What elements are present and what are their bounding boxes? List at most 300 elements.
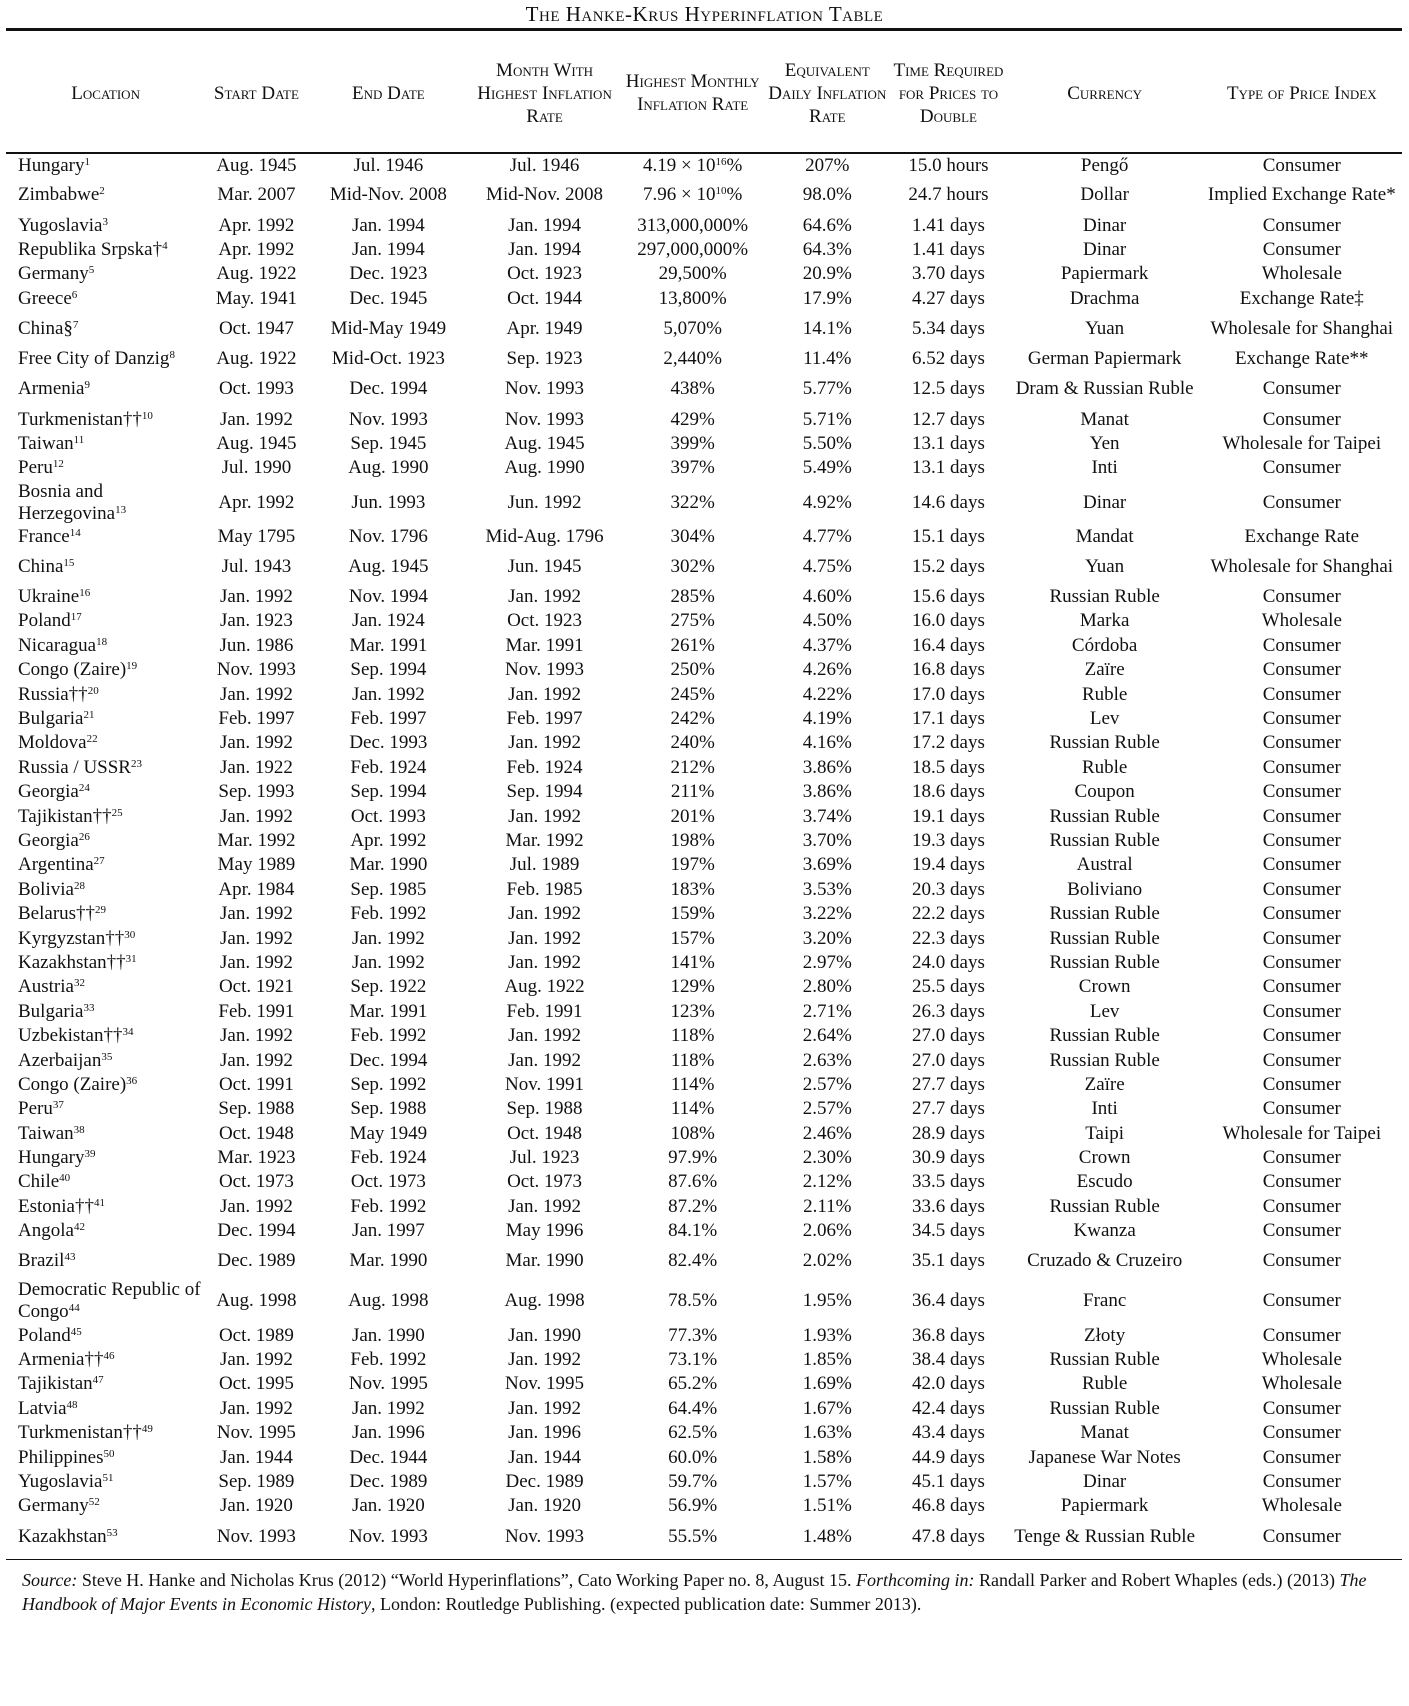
currency-cell <box>1008 213 1202 237</box>
location-name: Tajikistan†† <box>18 805 112 827</box>
peak-month-cell <box>469 1243 620 1279</box>
doubling-time-cell <box>889 1097 1007 1121</box>
start-date-cell <box>205 347 307 371</box>
start-date-cell-text: Jan. 1992 <box>220 586 293 608</box>
peak-month-cell-text: Jan. 1990 <box>508 1324 581 1346</box>
footnote-marker: 11 <box>73 433 85 446</box>
table-row <box>6 1146 1402 1170</box>
location-cell <box>6 1519 205 1555</box>
end-date-cell <box>308 1397 470 1421</box>
footnote-marker: 31 <box>125 952 137 965</box>
price-index-cell-text: Consumer <box>1262 927 1341 949</box>
currency-cell <box>1008 153 1202 177</box>
currency-cell <box>1008 682 1202 706</box>
daily-rate-cell-text: 98.0% <box>802 184 852 206</box>
monthly-rate-cell-text: 29,500% <box>658 263 727 285</box>
location-name: Yugoslavia <box>18 1470 103 1492</box>
currency-cell-text: Kwanza <box>1073 1220 1136 1242</box>
currency-cell-text: Japanese War Notes <box>1028 1446 1181 1468</box>
start-date-cell-text: Oct. 1993 <box>218 378 294 400</box>
price-index-cell <box>1202 262 1402 286</box>
daily-rate-cell-text: 11.4% <box>803 348 852 370</box>
location-cell <box>6 926 205 950</box>
start-date-cell-text: Jul. 1990 <box>221 457 292 479</box>
monthly-rate-cell-text: 87.2% <box>668 1195 718 1217</box>
doubling-time-cell-text: 46.8 days <box>912 1495 985 1517</box>
end-date-cell-text: Feb. 1992 <box>350 1195 427 1217</box>
price-index-cell <box>1202 829 1402 853</box>
table-row <box>6 731 1402 755</box>
currency-cell <box>1008 902 1202 926</box>
peak-month-cell-text: Aug. 1990 <box>504 457 585 479</box>
location-cell <box>6 1397 205 1421</box>
price-index-cell <box>1202 407 1402 431</box>
currency-cell-text: Manat <box>1080 408 1129 430</box>
table-row <box>6 1470 1402 1494</box>
percent-suffix: % <box>726 155 743 177</box>
price-index-cell <box>1202 1000 1402 1024</box>
start-date-cell-text: Oct. 1973 <box>218 1171 294 1193</box>
daily-rate-cell-text: 5.49% <box>802 457 852 479</box>
end-date-cell <box>308 1195 470 1219</box>
start-date-cell-text: Mar. 2007 <box>217 184 296 206</box>
location-cell <box>6 371 205 407</box>
peak-month-cell-text: Jan. 1920 <box>508 1495 581 1517</box>
daily-rate-cell-text: 1.69% <box>802 1373 852 1395</box>
end-date-cell-text: Feb. 1997 <box>350 708 427 730</box>
end-date-cell <box>308 878 470 902</box>
peak-month-cell <box>469 658 620 682</box>
daily-rate-cell-text: 3.22% <box>802 903 852 925</box>
end-date-cell-text: Jan. 1992 <box>351 951 425 973</box>
doubling-time-cell-text: 22.3 days <box>912 927 985 949</box>
footnote-marker: 5 <box>88 264 95 277</box>
daily-rate-cell-text: 4.77% <box>802 525 852 547</box>
end-date-cell <box>308 525 470 549</box>
price-index-cell <box>1202 1048 1402 1072</box>
monthly-rate-cell <box>620 525 765 549</box>
start-date-cell <box>205 1097 307 1121</box>
table-row <box>6 1170 1402 1194</box>
end-date-cell-text: Dec. 1989 <box>349 1470 428 1492</box>
peak-month-cell <box>469 407 620 431</box>
monthly-rate-cell <box>620 1494 765 1518</box>
start-date-cell-text: Jan. 1992 <box>220 408 293 430</box>
currency-cell <box>1008 1122 1202 1146</box>
daily-rate-cell-text: 2.30% <box>802 1147 852 1169</box>
price-index-cell <box>1202 525 1402 549</box>
currency-cell-text: Russian Ruble <box>1049 586 1160 608</box>
location-name: Tajikistan <box>18 1373 93 1395</box>
daily-rate-cell-text: 1.95% <box>802 1290 852 1312</box>
header-row <box>6 34 1402 153</box>
source-forthcoming: Forthcoming in: <box>855 1570 975 1590</box>
price-index-cell <box>1202 1146 1402 1170</box>
start-date-cell-text: Jan. 1992 <box>220 951 293 973</box>
end-date-cell-text: Oct. 1993 <box>350 805 426 827</box>
daily-rate-cell-text: 1.48% <box>802 1525 852 1547</box>
doubling-time-cell-text: 24.0 days <box>912 951 985 973</box>
end-date-cell <box>308 951 470 975</box>
monthly-rate-cell <box>620 707 765 731</box>
currency-cell-text: Dinar <box>1083 214 1127 236</box>
peak-month-cell-text: Oct. 1923 <box>507 263 583 285</box>
start-date-cell <box>205 1243 307 1279</box>
daily-rate-cell-text: 2.12% <box>802 1171 852 1193</box>
location-name: Democratic Republic of Congo <box>18 1279 201 1323</box>
col-header-daily-rate: Equivalent Daily Inflation Rate <box>765 34 889 153</box>
doubling-time-cell-text: 15.2 days <box>912 555 985 577</box>
start-date-cell <box>205 525 307 549</box>
price-index-cell-text: Consumer <box>1262 903 1341 925</box>
end-date-cell <box>308 1470 470 1494</box>
start-date-cell <box>205 1122 307 1146</box>
monthly-rate-cell-text: 77.3% <box>668 1324 718 1346</box>
peak-month-cell <box>469 481 620 525</box>
location-cell <box>6 609 205 633</box>
daily-rate-cell-text: 3.20% <box>802 927 852 949</box>
table-title: The Hanke-Krus Hyperinflation Table <box>525 2 884 26</box>
start-date-cell <box>205 756 307 780</box>
col-header-location: Location <box>6 34 205 153</box>
currency-cell-text: Dollar <box>1080 184 1129 206</box>
price-index-cell-text: Consumer <box>1262 586 1341 608</box>
peak-month-cell <box>469 682 620 706</box>
end-date-cell <box>308 1279 470 1323</box>
end-date-cell-text: Jan. 1997 <box>351 1220 425 1242</box>
footnote-marker: 39 <box>84 1148 96 1161</box>
end-date-cell-text: Sep. 1922 <box>350 976 427 998</box>
start-date-cell-text: Jan. 1922 <box>220 756 293 778</box>
location-name: Belarus†† <box>18 903 96 925</box>
location-name: Peru <box>18 457 53 479</box>
currency-cell <box>1008 756 1202 780</box>
daily-rate-cell-text: 4.16% <box>802 732 852 754</box>
price-index-cell-text: Consumer <box>1262 1195 1341 1217</box>
price-index-cell-text: Consumer <box>1262 378 1341 400</box>
source-text-3: , London: Routledge Publishing. (expected publication date: Summer 2013). <box>370 1594 922 1614</box>
table-row <box>6 926 1402 950</box>
table-row <box>6 902 1402 926</box>
price-index-cell-text: Consumer <box>1262 1525 1341 1547</box>
location-name: Zimbabwe <box>18 184 100 206</box>
end-date-cell <box>308 1372 470 1396</box>
daily-rate-cell-text: 2.71% <box>802 1000 852 1022</box>
doubling-time-cell <box>889 481 1007 525</box>
location-name: Taiwan <box>18 1122 74 1144</box>
monthly-rate-cell <box>620 287 765 311</box>
price-index-cell <box>1202 1097 1402 1121</box>
peak-month-cell <box>469 549 620 585</box>
location-cell <box>6 731 205 755</box>
peak-month-cell-text: Jul. 1946 <box>509 155 580 177</box>
doubling-time-cell <box>889 287 1007 311</box>
source-book-title: The Handbook of Major Events in Economic History <box>22 1570 1367 1614</box>
table-row <box>6 658 1402 682</box>
peak-month-cell-text: Jan. 1992 <box>508 903 581 925</box>
monthly-rate-cell-text: 302% <box>670 555 715 577</box>
peak-month-cell-text: Oct. 1948 <box>507 1122 583 1144</box>
doubling-time-cell <box>889 1421 1007 1445</box>
price-index-cell-text: Consumer <box>1262 1250 1341 1272</box>
footnote-marker: 25 <box>111 806 123 819</box>
monthly-rate-cell-text: 198% <box>670 830 715 851</box>
monthly-rate-cell-text: 250% <box>670 659 715 681</box>
monthly-rate-cell-text: 399% <box>670 432 715 454</box>
currency-cell-text: German Papiermark <box>1027 348 1182 370</box>
table-row <box>6 1122 1402 1146</box>
currency-cell <box>1008 780 1202 804</box>
doubling-time-cell-text: 1.41 days <box>912 238 985 260</box>
table-row <box>6 1494 1402 1518</box>
monthly-rate-cell-text: 313,000,000% <box>637 214 749 236</box>
footnote-marker: 6 <box>71 288 78 301</box>
doubling-time-cell-text: 42.4 days <box>912 1397 985 1419</box>
price-index-cell <box>1202 926 1402 950</box>
start-date-cell <box>205 456 307 480</box>
daily-rate-cell <box>765 1073 889 1097</box>
monthly-rate-cell <box>620 177 765 213</box>
price-index-cell <box>1202 707 1402 731</box>
monthly-rate-cell <box>620 609 765 633</box>
monthly-rate-cell-text: 201% <box>670 805 715 827</box>
daily-rate-cell <box>765 262 889 286</box>
peak-month-cell-text: Jan. 1992 <box>508 805 581 827</box>
monthly-rate-cell-text: 261% <box>670 634 715 656</box>
footnote-marker: 32 <box>73 977 85 990</box>
daily-rate-cell-text: 2.02% <box>802 1250 852 1272</box>
peak-month-cell <box>469 975 620 999</box>
price-index-cell <box>1202 153 1402 177</box>
start-date-cell <box>205 1170 307 1194</box>
start-date-cell-text: Oct. 1948 <box>218 1122 294 1144</box>
start-date-cell-text: Jun. 1986 <box>219 634 294 656</box>
start-date-cell-text: Jan. 1992 <box>220 927 293 949</box>
location-cell <box>6 1122 205 1146</box>
footnote-marker: 38 <box>73 1123 85 1136</box>
monthly-rate-cell <box>620 153 765 177</box>
monthly-rate-cell-text: 78.5% <box>668 1290 718 1312</box>
footnote-marker: 43 <box>64 1251 76 1264</box>
price-index-cell <box>1202 1494 1402 1518</box>
currency-cell <box>1008 634 1202 658</box>
start-date-cell-text: Jan. 1992 <box>220 1049 293 1071</box>
peak-month-cell-text: Aug. 1922 <box>504 976 585 998</box>
end-date-cell <box>308 853 470 877</box>
monthly-rate-cell <box>620 213 765 237</box>
peak-month-cell-text: Jan. 1994 <box>508 238 581 260</box>
currency-cell-text: Austral <box>1076 854 1133 876</box>
col-header-start-date: Start Date <box>205 34 307 153</box>
price-index-cell <box>1202 481 1402 525</box>
table-row <box>6 1421 1402 1445</box>
currency-cell-text: Pengő <box>1080 155 1129 177</box>
col-header-doubling-time: Time Required for Prices to Double <box>889 34 1007 153</box>
table-row <box>6 432 1402 456</box>
table-row <box>6 1219 1402 1243</box>
daily-rate-cell <box>765 549 889 585</box>
currency-cell-text: Escudo <box>1076 1171 1133 1193</box>
daily-rate-cell-text: 2.80% <box>802 976 852 998</box>
start-date-cell-text: Jan. 1992 <box>220 903 293 925</box>
peak-month-cell <box>469 878 620 902</box>
footnote-marker: 19 <box>126 660 138 673</box>
price-index-cell <box>1202 1219 1402 1243</box>
end-date-cell <box>308 1445 470 1469</box>
start-date-cell-text: Mar. 1923 <box>217 1147 296 1169</box>
location-cell <box>6 682 205 706</box>
currency-cell-text: Zaïre <box>1084 1073 1125 1095</box>
location-cell <box>6 407 205 431</box>
table-row <box>6 1279 1402 1323</box>
location-cell <box>6 902 205 926</box>
footnote-marker: 16 <box>79 587 91 600</box>
daily-rate-cell-text: 1.58% <box>802 1446 852 1468</box>
location-name: Azerbaijan <box>18 1049 102 1071</box>
location-cell <box>6 1219 205 1243</box>
footnote-marker: 30 <box>124 928 136 941</box>
col-header-price-index: Type of Price Index <box>1202 34 1402 153</box>
currency-cell-text: Lev <box>1089 708 1120 730</box>
location-name: Austria <box>18 976 74 998</box>
doubling-time-cell-text: 19.3 days <box>912 830 985 851</box>
peak-month-cell-text: Sep. 1988 <box>506 1098 583 1120</box>
peak-month-cell <box>469 1397 620 1421</box>
doubling-time-cell-text: 13.1 days <box>912 457 985 479</box>
end-date-cell-text: Jan. 1924 <box>351 610 425 632</box>
start-date-cell <box>205 1146 307 1170</box>
table-row <box>6 804 1402 828</box>
doubling-time-cell <box>889 1024 1007 1048</box>
daily-rate-cell <box>765 1519 889 1555</box>
start-date-cell <box>205 1372 307 1396</box>
start-date-cell <box>205 804 307 828</box>
daily-rate-cell-text: 4.75% <box>802 555 852 577</box>
price-index-cell-text: Wholesale <box>1261 1495 1342 1517</box>
start-date-cell <box>205 951 307 975</box>
currency-cell-text: Złoty <box>1084 1324 1126 1346</box>
end-date-cell-text: Oct. 1973 <box>350 1171 426 1193</box>
currency-cell-text: Dinar <box>1083 491 1127 513</box>
peak-month-cell <box>469 1519 620 1555</box>
currency-cell <box>1008 1048 1202 1072</box>
doubling-time-cell-text: 4.27 days <box>912 287 985 309</box>
footnote-marker: 36 <box>126 1074 138 1087</box>
end-date-cell <box>308 1073 470 1097</box>
daily-rate-cell <box>765 1348 889 1372</box>
monthly-rate-cell <box>620 1348 765 1372</box>
monthly-rate-cell-text: 7.96 × 10 <box>643 184 716 206</box>
doubling-time-cell <box>889 853 1007 877</box>
end-date-cell-text: Nov. 1796 <box>348 525 428 547</box>
table-row <box>6 456 1402 480</box>
daily-rate-cell-text: 4.22% <box>802 683 852 705</box>
daily-rate-cell-text: 64.6% <box>802 214 852 236</box>
end-date-cell <box>308 549 470 585</box>
price-index-cell <box>1202 585 1402 609</box>
location-name: China§ <box>18 317 73 339</box>
peak-month-cell <box>469 585 620 609</box>
daily-rate-cell-text: 3.70% <box>802 830 852 851</box>
monthly-rate-cell-text: 285% <box>670 586 715 608</box>
currency-cell-text: Yuan <box>1085 555 1125 577</box>
peak-month-cell <box>469 153 620 177</box>
peak-month-cell-text: Jul. 1989 <box>509 854 580 876</box>
monthly-rate-cell <box>620 975 765 999</box>
start-date-cell <box>205 682 307 706</box>
table-row <box>6 829 1402 853</box>
footnote-marker: 45 <box>70 1325 82 1338</box>
footnote-marker: 27 <box>93 855 105 868</box>
doubling-time-cell-text: 16.0 days <box>912 610 985 632</box>
location-name: Free City of Danzig <box>18 348 170 370</box>
start-date-cell <box>205 902 307 926</box>
doubling-time-cell <box>889 682 1007 706</box>
peak-month-cell-text: Nov. 1991 <box>505 1073 585 1095</box>
end-date-cell <box>308 311 470 347</box>
monthly-rate-cell <box>620 347 765 371</box>
location-cell <box>6 1097 205 1121</box>
end-date-cell <box>308 975 470 999</box>
location-cell <box>6 1000 205 1024</box>
doubling-time-cell <box>889 1195 1007 1219</box>
price-index-cell <box>1202 682 1402 706</box>
peak-month-cell-text: Feb. 1924 <box>506 756 583 778</box>
table-row <box>6 975 1402 999</box>
start-date-cell <box>205 1195 307 1219</box>
price-index-cell-text: Consumer <box>1262 805 1341 827</box>
doubling-time-cell <box>889 780 1007 804</box>
footnote-marker: 9 <box>84 379 90 392</box>
daily-rate-cell <box>765 951 889 975</box>
monthly-rate-cell <box>620 902 765 926</box>
price-index-cell <box>1202 1170 1402 1194</box>
end-date-cell-text: Dec. 1945 <box>349 287 428 309</box>
end-date-cell <box>308 407 470 431</box>
peak-month-cell <box>469 756 620 780</box>
end-date-cell-text: Aug. 1998 <box>348 1290 429 1312</box>
doubling-time-cell <box>889 1323 1007 1347</box>
price-index-cell <box>1202 902 1402 926</box>
monthly-rate-cell <box>620 926 765 950</box>
monthly-rate-cell <box>620 549 765 585</box>
daily-rate-cell <box>765 634 889 658</box>
location-cell <box>6 1348 205 1372</box>
peak-month-cell <box>469 1372 620 1396</box>
end-date-cell <box>308 902 470 926</box>
currency-cell <box>1008 287 1202 311</box>
start-date-cell <box>205 311 307 347</box>
currency-cell-text: Ruble <box>1081 756 1128 778</box>
footnote-marker: 18 <box>96 635 108 648</box>
location-cell <box>6 525 205 549</box>
currency-cell <box>1008 1195 1202 1219</box>
currency-cell-text: Franc <box>1083 1290 1127 1312</box>
monthly-rate-cell-text: 141% <box>670 951 715 973</box>
start-date-cell <box>205 707 307 731</box>
currency-cell <box>1008 1372 1202 1396</box>
doubling-time-cell-text: 34.5 days <box>912 1220 985 1242</box>
table-row <box>6 1097 1402 1121</box>
monthly-rate-cell <box>620 481 765 525</box>
price-index-cell <box>1202 1243 1402 1279</box>
monthly-rate-cell <box>620 432 765 456</box>
source-text-2: Randall Parker and Robert Whaples (eds.) (2013) <box>974 1570 1340 1590</box>
peak-month-cell <box>469 1048 620 1072</box>
doubling-time-cell-text: 42.0 days <box>912 1373 985 1395</box>
monthly-rate-cell-text: 212% <box>670 756 715 778</box>
doubling-time-cell <box>889 1348 1007 1372</box>
